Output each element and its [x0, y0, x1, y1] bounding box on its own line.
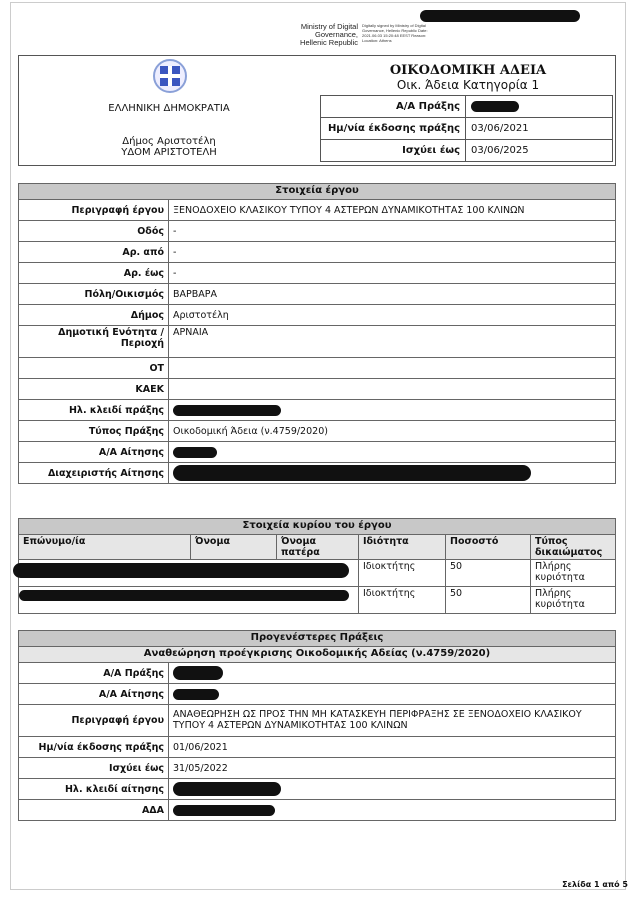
- office: ΥΔΟΜ ΑΡΙΣΤΟΤΕΛΗ: [121, 147, 217, 158]
- column-header: Επώνυμο/ία: [19, 535, 191, 560]
- field-label: ΚΑΕΚ: [19, 379, 169, 400]
- page-number: Σελίδα 1 από 5: [562, 880, 628, 889]
- column-header: Τύπος δικαιώματος: [531, 535, 616, 560]
- field-label: Α/Α Αίτησης: [19, 684, 169, 705]
- column-header: Όνομα πατέρα: [277, 535, 359, 560]
- owner-percent: 50: [446, 587, 531, 614]
- field-label: Διαχειριστής Αίτησης: [19, 463, 169, 484]
- field-value: ΑΝΑΘΕΩΡΗΣΗ ΩΣ ΠΡΟΣ ΤΗΝ ΜΗ ΚΑΤΑΣΚΕΥΗ ΠΕΡΙΦΡΑΞΗΣ ΣΕ ΞΕΝΟΔΟΧΕΙΟ ΚΛΑΣΙΚΟΥ ΤΥΠΟΥ 4 ΑΣΤΕΡΩΝ ΔΥΝΑΜΙΚΟΤΗΤΑΣ 100 ΚΛΙΝΩΝ: [169, 705, 616, 737]
- redacted-value: [173, 782, 281, 796]
- owner-right-type: Πλήρης κυριότητα: [531, 587, 616, 614]
- field-value: ΒΑΡΒΑΡΑ: [169, 284, 616, 305]
- greek-emblem-icon: [153, 59, 187, 93]
- table-row: [19, 587, 616, 614]
- field-label: Περιγραφή έργου: [19, 705, 169, 737]
- field-value: 01/06/2021: [169, 737, 616, 758]
- previous-acts-table: [18, 630, 616, 821]
- redacted-value: [173, 447, 217, 458]
- field-value: ΞΕΝΟΔΟΧΕΙΟ ΚΛΑΣΙΚΟΥ ΤΥΠΟΥ 4 ΑΣΤΕΡΩΝ ΔΥΝΑΜΙΚΟΤΗΤΑΣ 100 ΚΛΙΝΩΝ: [169, 200, 616, 221]
- field-label: Α/Α Πράξης: [321, 96, 466, 118]
- owner-right-type: Πλήρης κυριότητα: [531, 560, 616, 587]
- redacted-value: [19, 590, 349, 601]
- owner-capacity: Ιδιοκτήτης: [359, 587, 446, 614]
- field-label: Α/Α Αίτησης: [19, 442, 169, 463]
- field-label: Ισχύει έως: [321, 140, 466, 162]
- valid-until: 03/06/2025: [466, 140, 613, 162]
- redacted-value: [173, 405, 281, 416]
- field-label: Ισχύει έως: [19, 758, 169, 779]
- field-label: Πόλη/Οικισμός: [19, 284, 169, 305]
- redacted-value: [173, 689, 219, 700]
- field-label: Α/Α Πράξης: [19, 663, 169, 684]
- field-label: Περιγραφή έργου: [19, 200, 169, 221]
- redacted-value: [173, 805, 275, 816]
- field-label: Αρ. έως: [19, 263, 169, 284]
- field-label: Δημοτική Ενότητα / Περιοχή: [19, 326, 169, 358]
- field-value: [169, 379, 616, 400]
- field-label: Δήμος: [19, 305, 169, 326]
- document-subtitle: Οικ. Άδεια Κατηγορία 1: [396, 78, 540, 92]
- redacted-value: [420, 10, 580, 22]
- field-value: 31/05/2022: [169, 758, 616, 779]
- issue-date: 03/06/2021: [466, 118, 613, 140]
- document-title: ΟΙΚΟΔΟΜΙΚΗ ΑΔΕΙΑ: [389, 63, 547, 78]
- column-header: Όνομα: [191, 535, 277, 560]
- field-value: -: [169, 242, 616, 263]
- project-details-table: [18, 183, 616, 484]
- field-value: -: [169, 263, 616, 284]
- section-title: Προγενέστερες Πράξεις: [19, 631, 616, 647]
- signature-details: Digitally signed by Ministry of Digital Governance, Hellenic Republic Date: 2021.06.03 15:20:48 EEST Reason: Location: Athens: [362, 23, 428, 43]
- field-label: Αρ. από: [19, 242, 169, 263]
- municipality: Δήμος Αριστοτέλη: [122, 136, 216, 147]
- signature-org: Ministry of Digital Governance, Hellenic Republic: [300, 22, 358, 47]
- country-name: ΕΛΛΗΝΙΚΗ ΔΗΜΟΚΡΑΤΙΑ: [108, 103, 230, 114]
- section-subtitle: Αναθεώρηση προέγκρισης Οικοδομικής Αδείας (ν.4759/2020): [19, 647, 616, 663]
- field-label: ΑΔΑ: [19, 800, 169, 821]
- redacted-value: [173, 666, 223, 680]
- redacted-value: [13, 563, 349, 578]
- column-header: Ιδιότητα: [359, 535, 446, 560]
- field-label: Οδός: [19, 221, 169, 242]
- field-value: Οικοδομική Άδεια (ν.4759/2020): [169, 421, 616, 442]
- document-header: [18, 55, 616, 166]
- field-label: Ημ/νία έκδοσης πράξης: [19, 737, 169, 758]
- redacted-value: [471, 101, 519, 112]
- field-label: Τύπος Πράξης: [19, 421, 169, 442]
- field-label: Ηλ. κλειδί αίτησης: [19, 779, 169, 800]
- field-value: ΑΡΝΑΙΑ: [169, 326, 616, 358]
- field-label: ΟΤ: [19, 358, 169, 379]
- field-value: -: [169, 221, 616, 242]
- header-table: [320, 95, 613, 162]
- field-label: Ημ/νία έκδοσης πράξης: [321, 118, 466, 140]
- owner-capacity: Ιδιοκτήτης: [359, 560, 446, 587]
- column-header: Ποσοστό: [446, 535, 531, 560]
- table-row: [19, 560, 616, 587]
- section-title: Στοιχεία κυρίου του έργου: [19, 519, 616, 535]
- field-value: [169, 358, 616, 379]
- field-label: Ηλ. κλειδί πράξης: [19, 400, 169, 421]
- owners-table: [18, 518, 616, 614]
- owner-percent: 50: [446, 560, 531, 587]
- redacted-value: [173, 465, 531, 481]
- field-value: Αριστοτέλη: [169, 305, 616, 326]
- section-title: Στοιχεία έργου: [19, 184, 616, 200]
